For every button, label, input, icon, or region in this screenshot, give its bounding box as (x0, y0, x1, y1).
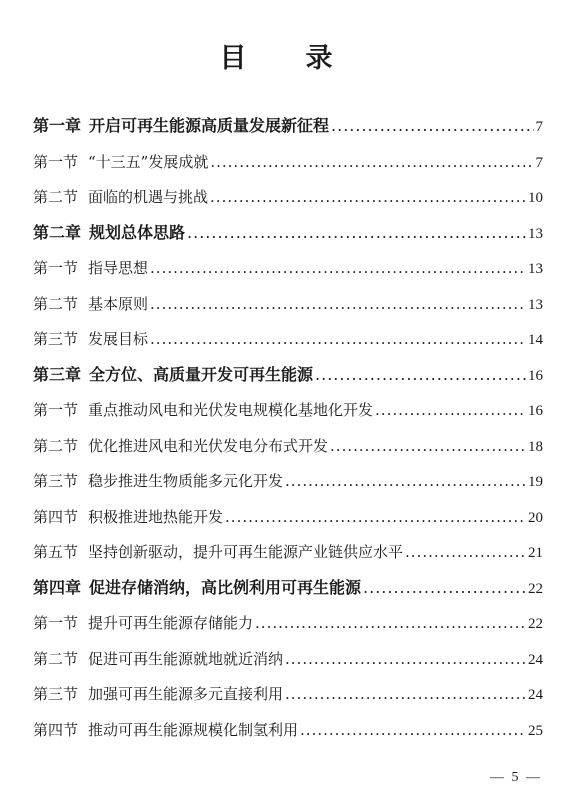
toc-entry-page: 16 (528, 367, 543, 384)
toc-section-entry[interactable] (33, 680, 543, 716)
toc-entry-title: 加强可再生能源多元直接利用 (88, 685, 284, 703)
toc-entry-title: 面临的机遇与挑战 (88, 188, 209, 206)
toc-entry-title: 规划总体思路 (89, 222, 186, 242)
page-title: 目 录 (219, 43, 349, 74)
dot-leader (300, 716, 526, 744)
toc-entry-title: 基本原则 (88, 294, 149, 313)
toc-section-entry[interactable] (33, 396, 543, 432)
toc-section-entry[interactable] (33, 432, 543, 468)
toc-entry-number: 第三节 (33, 330, 79, 348)
dot-leader (363, 574, 526, 602)
toc-entry-page: 25 (528, 722, 543, 739)
toc-entry-number: 第二节 (33, 294, 79, 313)
toc-entry-title: 促进可再生能源就地就近消纳 (88, 649, 284, 668)
page-number: — 5 — (490, 770, 542, 785)
toc-entry-page: 22 (528, 580, 543, 597)
toc-entry-page: 18 (528, 438, 543, 455)
toc-entry-page: 7 (535, 119, 543, 135)
dot-leader (255, 609, 526, 637)
toc-section-entry[interactable] (33, 254, 543, 290)
toc-entry-title: 积极推进地热能开发 (88, 507, 224, 526)
toc-chapter-entry[interactable] (33, 361, 543, 397)
dot-leader (405, 538, 526, 566)
toc-entry-page: 14 (528, 332, 543, 348)
toc-chapter-entry[interactable] (33, 112, 543, 148)
toc-entry-number: 第一节 (33, 614, 79, 632)
toc-section-entry[interactable] (33, 609, 543, 645)
toc-entry-page: 19 (528, 474, 543, 490)
toc-entry-number: 第四节 (33, 720, 79, 739)
toc-entry-number: 第一节 (33, 152, 79, 171)
toc-entry-number: 第四章 (33, 577, 82, 597)
toc-entry-title: 坚持创新驱动，提升可再生能源产业链供应水平 (88, 543, 404, 561)
toc-section-entry[interactable] (33, 645, 543, 681)
dot-leader (285, 645, 526, 673)
dot-leader (331, 112, 533, 140)
toc-entry-title: 指导思想 (88, 259, 149, 277)
toc-entry-page: 24 (528, 651, 543, 668)
toc-entry-title: 开启可再生能源高质量发展新征程 (89, 116, 330, 135)
toc-entry-title: 全方位、高质量开发可再生能源 (89, 364, 314, 384)
toc-section-entry[interactable] (33, 183, 543, 219)
toc-section-entry[interactable] (33, 148, 543, 184)
dot-leader (285, 680, 526, 708)
toc-entry-title: 推动可再生能源规模化制氢利用 (88, 720, 299, 739)
toc-entry-number: 第三节 (33, 685, 79, 703)
toc-entry-title: 促进存储消纳，高比例利用可再生能源 (89, 577, 362, 597)
toc-entry-page: 20 (528, 509, 543, 526)
toc-entry-title: 重点推动风电和光伏发电规模化基地化开发 (88, 401, 374, 419)
toc-entry-page: 21 (528, 545, 543, 561)
toc-section-entry[interactable] (33, 325, 543, 361)
toc-chapter-entry[interactable] (33, 574, 543, 610)
dot-leader (375, 396, 526, 424)
dot-leader (315, 361, 526, 389)
toc-entry-number: 第一章 (33, 116, 82, 135)
toc-entry-title: 优化推进风电和光伏发电分布式开发 (88, 436, 329, 455)
dot-leader (210, 148, 533, 176)
toc-entry-number: 第二节 (33, 188, 79, 206)
toc-entry-page: 10 (528, 190, 543, 206)
toc-entry-title: 稳步推进生物质能多元化开发 (88, 472, 284, 490)
toc-entry-title: “十三五”发展成就 (88, 152, 209, 171)
toc-entry-number: 第一节 (33, 259, 79, 277)
toc-entry-page: 22 (528, 616, 543, 632)
toc-section-entry[interactable] (33, 290, 543, 326)
toc-entry-number: 第三节 (33, 472, 79, 490)
dot-leader (187, 219, 526, 247)
dot-leader (150, 325, 526, 353)
toc-entry-number: 第五节 (33, 543, 79, 561)
toc-section-entry[interactable] (33, 503, 543, 539)
toc-section-entry[interactable] (33, 716, 543, 752)
toc-section-entry[interactable] (33, 467, 543, 503)
toc-entry-number: 第四节 (33, 507, 79, 526)
toc-entry-number: 第三章 (33, 364, 82, 384)
table-of-contents (33, 112, 543, 751)
toc-entry-page: 24 (528, 687, 543, 703)
toc-section-entry[interactable] (33, 538, 543, 574)
toc-entry-number: 第二章 (33, 222, 82, 242)
dot-leader (210, 183, 526, 211)
toc-entry-title: 发展目标 (88, 330, 149, 348)
toc-entry-number: 第一节 (33, 401, 79, 419)
toc-entry-title: 提升可再生能源存储能力 (88, 614, 254, 632)
toc-entry-page: 13 (528, 225, 543, 242)
dot-leader (285, 467, 526, 495)
toc-entry-page: 16 (528, 403, 543, 419)
toc-entry-page: 7 (535, 154, 543, 171)
dot-leader (150, 290, 526, 318)
toc-entry-page: 13 (528, 296, 543, 313)
toc-entry-number: 第二节 (33, 649, 79, 668)
dot-leader (330, 432, 526, 460)
toc-entry-page: 13 (528, 261, 543, 277)
toc-chapter-entry[interactable] (33, 219, 543, 255)
toc-entry-number: 第二节 (33, 436, 79, 455)
dot-leader (225, 503, 526, 531)
dot-leader (150, 254, 526, 282)
